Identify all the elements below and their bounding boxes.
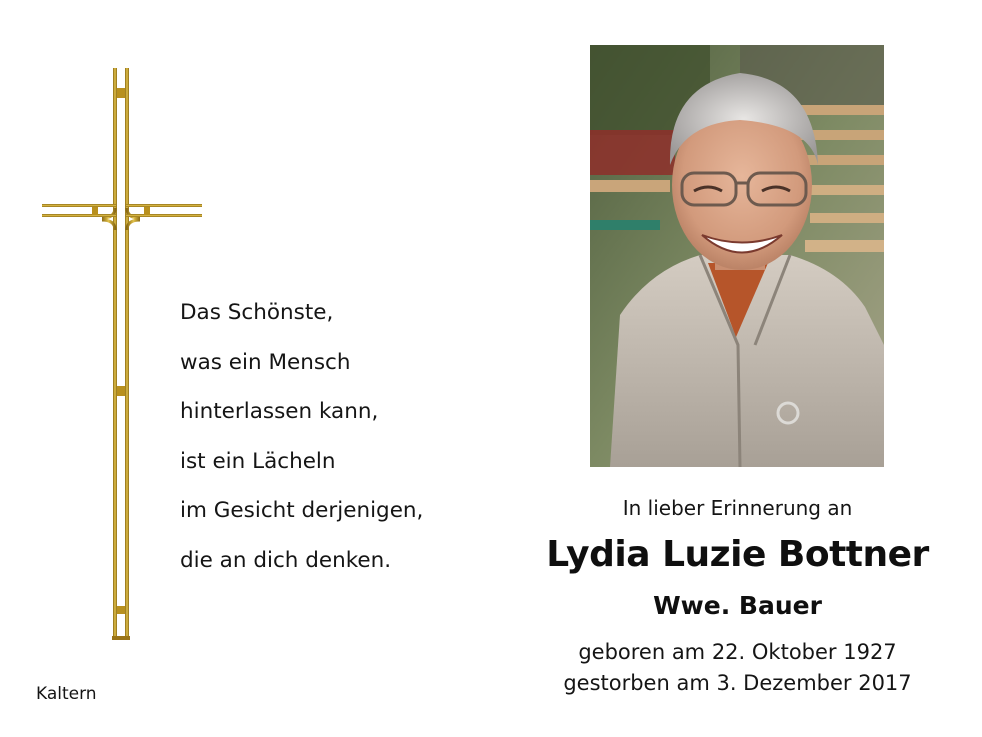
portrait-photo — [590, 45, 884, 467]
memorial-intro: In lieber Erinnerung an — [622, 496, 853, 520]
poem-line: was ein Mensch — [180, 349, 351, 375]
birth-date: geboren am 22. Oktober 1927 — [578, 640, 897, 664]
poem-line: hinterlassen kann, — [180, 399, 379, 425]
place-label: Kaltern — [36, 684, 97, 704]
widow-of: Wwe. Bauer — [653, 591, 822, 620]
poem — [180, 288, 500, 586]
poem-line: ist ein Lächeln — [180, 448, 336, 474]
deceased-name: Lydia Luzie Bottner — [546, 534, 929, 575]
poem-line: die an dich denken. — [180, 547, 392, 573]
poem-line: im Gesicht derjenigen, — [180, 498, 424, 524]
poem-line: Das Schönste, — [180, 300, 334, 325]
death-date: gestorben am 3. Dezember 2017 — [563, 671, 912, 695]
